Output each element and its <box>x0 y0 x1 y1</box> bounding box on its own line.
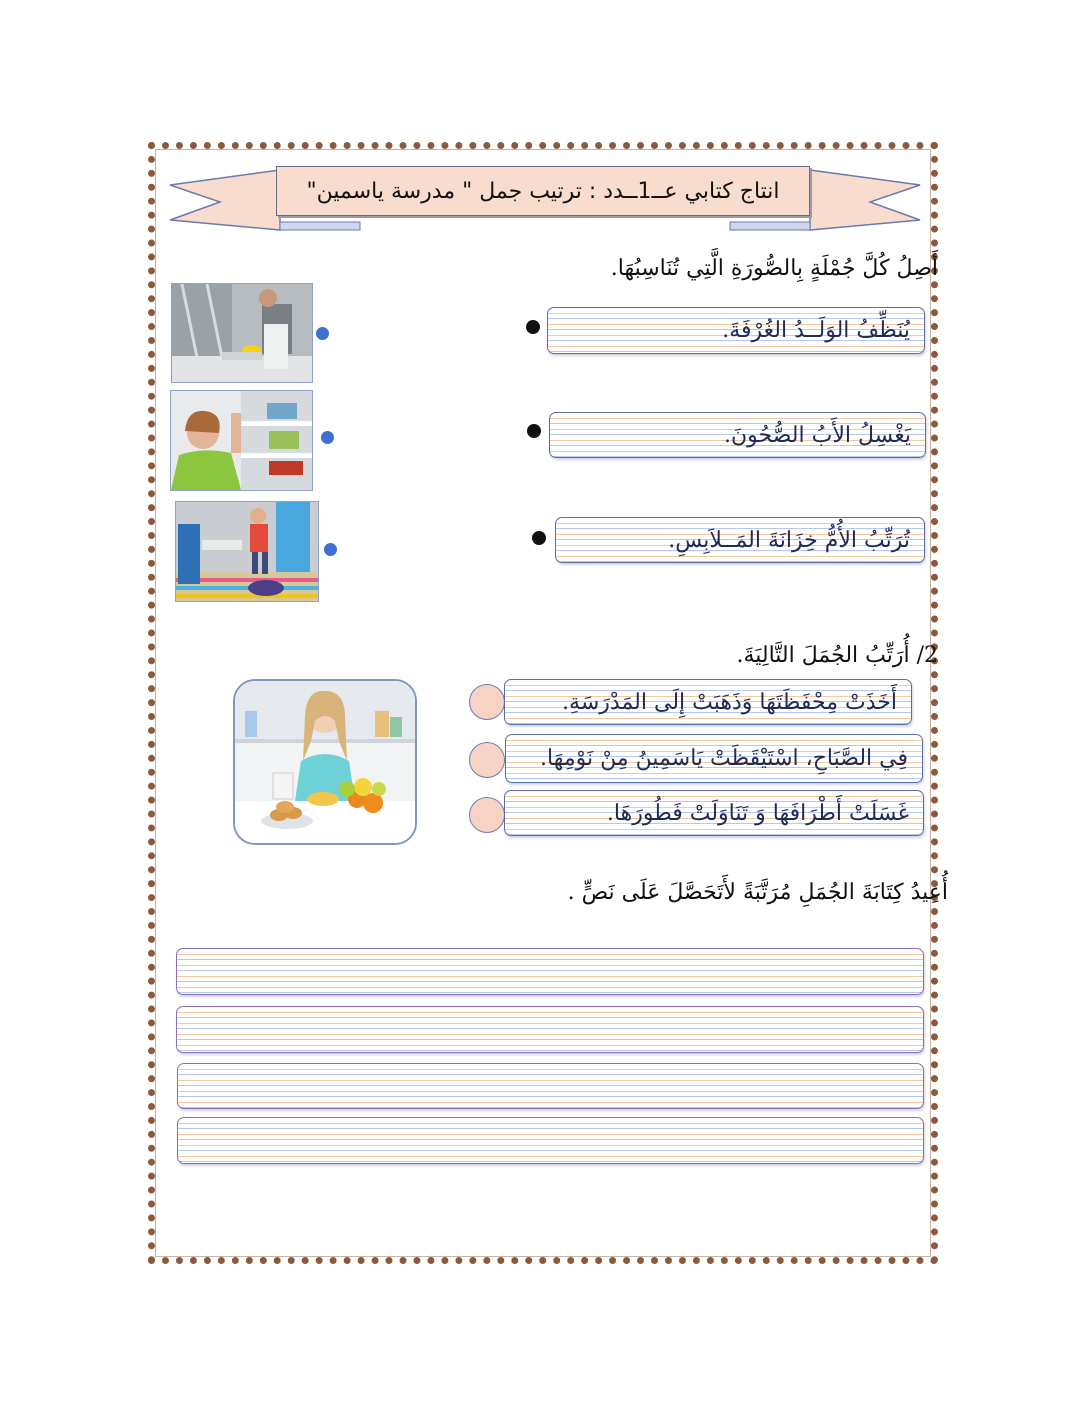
sentence-box-2 <box>549 412 926 458</box>
section2-instruction: 2/ أُرَتِّبُ الجُمَلَ التَّالِيَةَ. <box>736 643 938 668</box>
order-sentence-box-1 <box>504 679 912 725</box>
page-title: انتاج كتابي عــ1ــدد : ترتيب جمل " مدرسة ياسمين" <box>306 178 780 204</box>
title-banner <box>276 166 810 216</box>
writing-line-1[interactable] <box>176 948 924 995</box>
mother-arranging-wardrobe-image <box>170 390 313 491</box>
section1-instruction: أَصِلُ كُلَّ جُمْلَةٍ بِالصُّورَةِ الَّتِي تُنَاسِبُهَا. <box>610 256 938 281</box>
match-dot-sentence-2[interactable] <box>527 424 541 438</box>
match-dot-image-3[interactable] <box>324 543 337 556</box>
sentence-box-3 <box>555 517 925 563</box>
sentence-box-1 <box>547 307 925 354</box>
order-sentence-3-text: غَسَلَتْ أَطْرَافَهَا وَ تَنَاوَلَتْ فَطُورَهَا. <box>606 800 909 826</box>
writing-line-2[interactable] <box>176 1006 924 1053</box>
match-dot-sentence-3[interactable] <box>532 531 546 545</box>
order-circle-2[interactable] <box>469 742 505 778</box>
writing-line-4[interactable] <box>177 1117 924 1164</box>
sentence-1-text: يُنَظِّفُ الوَلَــدُ الغُرْفَةَ. <box>722 318 910 343</box>
girl-breakfast-image <box>233 679 417 845</box>
boy-cleaning-room-image <box>175 501 319 602</box>
order-sentence-box-3 <box>504 790 924 836</box>
man-washing-dishes-image <box>171 283 313 383</box>
writing-line-3[interactable] <box>177 1063 924 1109</box>
sentence-3-text: تُرَتِّبُ الأُمُّ خِزَانَةَ المَــلاَبِسِ. <box>668 527 910 553</box>
match-dot-image-2[interactable] <box>321 431 334 444</box>
order-circle-3[interactable] <box>469 797 505 833</box>
match-dot-sentence-1[interactable] <box>526 320 540 334</box>
order-circle-1[interactable] <box>469 684 505 720</box>
section3-instruction: أُعِيدُ كِتَابَةَ الجُمَلِ مُرَتَّبَةً لأَتَحَصَّلَ عَلَى نَصٍّ . <box>567 880 948 905</box>
order-sentence-1-text: أَخَذَتْ مِحْفَظَتَهَا وَذَهَبَتْ إِلَى المَدْرَسَةِ. <box>562 689 897 715</box>
sentence-2-text: يَغْسِلُ الأَبُ الصُّحُونَ. <box>724 422 911 448</box>
order-sentence-box-2 <box>505 734 923 783</box>
order-sentence-2-text: فِي الصَّبَاحِ، اسْتَيْقَظَتْ يَاسَمِينُ مِنْ نَوْمِهَا. <box>540 746 908 771</box>
match-dot-image-1[interactable] <box>316 327 329 340</box>
